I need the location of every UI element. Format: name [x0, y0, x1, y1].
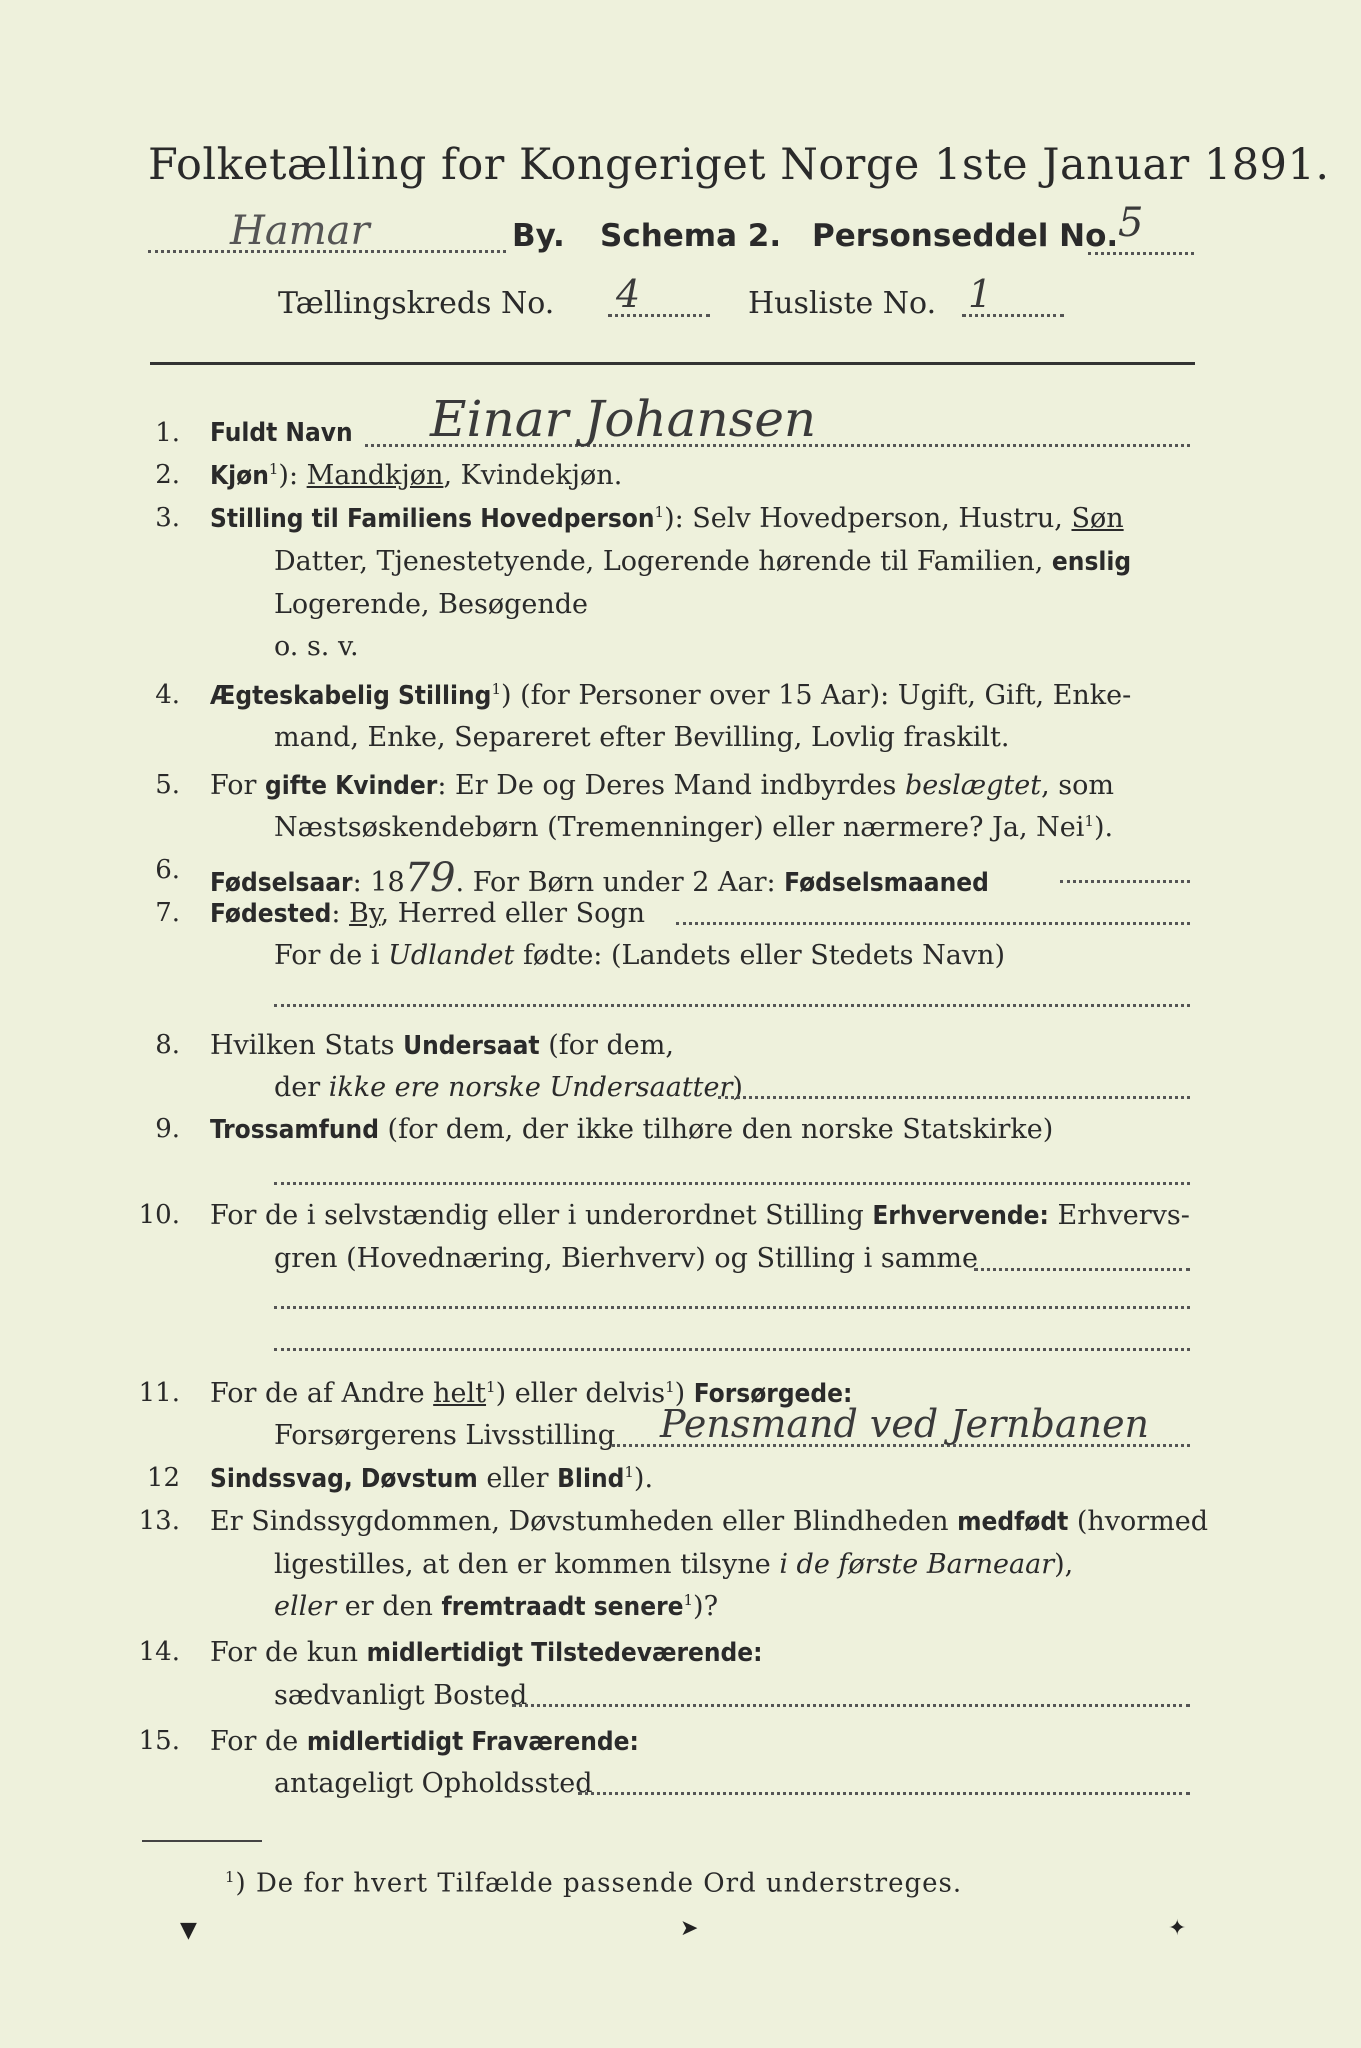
field-10-line-2: gren (Hovednæring, Bierhverv) og Stilling i samme — [274, 1243, 979, 1274]
field-13-sup: 1 — [683, 1591, 694, 1609]
field-11-option-helt: helt — [433, 1378, 487, 1409]
field-8-line2-italic: ikke ere norske Undersaatter — [328, 1072, 733, 1103]
field-3-number: 3. — [155, 503, 180, 533]
provider-occupation-value: Pensmand ved Jernbanen — [660, 1402, 1150, 1446]
field-10-number: 10. — [138, 1200, 180, 1230]
field-13-line2-italic: i de første Barneaar — [779, 1549, 1055, 1580]
field-7-option-by: By — [349, 898, 381, 929]
field-11-label: Forsørgede: — [693, 1379, 853, 1409]
field-13-line3-b: )? — [693, 1591, 719, 1622]
field-13-line-2 — [274, 1549, 1073, 1580]
field-3-option-son: Søn — [1071, 503, 1124, 534]
field-5-label: gifte Kvinder — [265, 771, 438, 801]
field-11-mid-2: ) — [674, 1378, 694, 1409]
field-5-line-1 — [210, 770, 1114, 801]
field-13-number: 13. — [138, 1506, 180, 1536]
field-13-label: medfødt — [957, 1507, 1069, 1537]
field-6-label: Fødselsaar — [210, 868, 353, 898]
field-8-dotted-line — [718, 1096, 1190, 1099]
field-5-number: 5. — [155, 770, 180, 800]
field-8-line-2 — [274, 1072, 743, 1103]
field-11-pre: For de af Andre — [210, 1378, 434, 1409]
field-6-dotted-line — [1060, 880, 1190, 883]
field-13-label-2: fremtraadt senere — [441, 1592, 684, 1622]
field-5-line2-end: ). — [1093, 812, 1114, 843]
field-13-line1-end: (hvormed — [1068, 1506, 1209, 1537]
field-8-line2-a: der — [274, 1072, 329, 1103]
field-15-line-1 — [210, 1726, 639, 1757]
field-15-line-2: antageligt Opholdssted — [274, 1768, 593, 1799]
field-8-line-1 — [210, 1030, 674, 1061]
field-2-row — [210, 460, 622, 491]
field-7-udlandet: Udlandet — [388, 940, 515, 971]
field-5-sup: 1 — [1084, 812, 1094, 830]
field-6-label-2: Fødselsmaaned — [784, 868, 989, 898]
field-7-colon: : — [331, 898, 350, 929]
field-6-year-prefix: : 18 — [352, 867, 405, 898]
field-5-pre: For — [210, 770, 266, 801]
field-5-line1-text: : Er De og Deres Mand indbyrdes — [437, 770, 905, 801]
field-3-sup: 1 — [654, 503, 665, 521]
field-4-line-2: mand, Enke, Separeret efter Bevilling, Lovlig fraskilt. — [274, 722, 1010, 753]
footnote-sup: 1 — [225, 1868, 236, 1886]
field-5-line-2 — [274, 812, 1113, 843]
field-15-label: midlertidigt Fraværende: — [306, 1727, 639, 1757]
header-rule — [150, 362, 1195, 365]
field-9-number: 9. — [155, 1114, 180, 1144]
field-2-rest: ): — [278, 460, 307, 491]
husliste-value: 1 — [968, 272, 993, 316]
kreds-value: 4 — [616, 272, 641, 316]
registration-mark-center-icon: ➤ — [680, 1916, 699, 1941]
field-3-enslig: enslig — [1051, 547, 1132, 577]
field-10-dotted-line-1 — [974, 1268, 1190, 1271]
field-9-dotted-line — [274, 1182, 1190, 1185]
field-3-line1-text: ): Selv Hovedperson, Hustru, — [664, 503, 1072, 534]
field-4-line1-text: ) (for Personer over 15 Aar): Ugift, Gift, Enke- — [500, 680, 1132, 711]
field-2-sup: 1 — [268, 460, 279, 478]
field-2-label: Kjøn — [210, 461, 269, 491]
field-10-dotted-line-2 — [274, 1306, 1190, 1309]
field-2-number: 2. — [155, 460, 180, 490]
personseddel-dotted-line — [1088, 252, 1194, 255]
field-11-sup: 1 — [486, 1378, 496, 1396]
field-14-label: midlertidigt Tilstedeværende: — [366, 1638, 763, 1668]
field-11-line-2: Forsørgerens Livsstilling — [274, 1420, 616, 1451]
field-3-line-2 — [274, 546, 1131, 577]
field-7-line-1 — [210, 898, 645, 929]
field-10-line1-end: Erhvervs- — [1048, 1200, 1190, 1231]
field-13-eller: eller — [274, 1591, 337, 1622]
full-name-value: Einar Johansen — [430, 390, 817, 448]
husliste-label: Husliste No. — [748, 286, 937, 321]
footnote-rule — [142, 1840, 262, 1842]
field-8-line2-b: ) — [732, 1072, 743, 1103]
field-12-mid: eller — [477, 1463, 558, 1494]
field-10-dotted-line-3 — [274, 1348, 1190, 1351]
field-13-line1-text: Er Sindssygdommen, Døvstumheden eller Blindheden — [210, 1506, 958, 1537]
field-6-rest: . For Børn under 2 Aar: — [455, 867, 785, 898]
kreds-label: Tællingskreds No. — [278, 286, 555, 321]
field-12-label: Sindssvag, Døvstum — [210, 1464, 478, 1494]
field-14-line-1 — [210, 1637, 763, 1668]
field-9-row — [210, 1114, 1053, 1145]
field-7-line2-a: For de i — [274, 940, 389, 971]
personseddel-value: 5 — [1118, 200, 1144, 246]
field-7-number: 7. — [155, 898, 180, 928]
registration-mark-left-icon: ▼ — [180, 1918, 197, 1943]
field-4-sup: 1 — [491, 680, 501, 698]
field-3-line-1 — [210, 503, 1124, 534]
field-1-number: 1. — [155, 418, 180, 448]
field-7-rest: , Herred eller Sogn — [380, 898, 646, 929]
field-1-label: Fuldt Navn — [210, 418, 353, 448]
field-8-pre: Hvilken Stats — [210, 1030, 404, 1061]
field-12-row — [210, 1463, 653, 1494]
field-13-line-1 — [210, 1506, 1208, 1537]
field-12-sup: 1 — [624, 1463, 634, 1481]
field-12-number: 12 — [146, 1463, 180, 1493]
field-13-line2-a: ligestilles, at den er kommen tilsyne — [274, 1549, 780, 1580]
field-8-label: Undersaat — [403, 1031, 540, 1061]
field-8-number: 8. — [155, 1030, 180, 1060]
field-7-extra-dotted-line — [274, 1004, 1190, 1007]
field-3-label: Stilling til Familiens Hovedperson — [210, 504, 655, 534]
field-4-number: 4. — [155, 680, 180, 710]
footnote-text: ) De for hvert Tilfælde passende Ord understreges. — [235, 1868, 963, 1899]
field-7-line2-b: fødte: (Landets eller Stedets Navn) — [514, 940, 1005, 971]
field-10-label: Erhvervende: — [872, 1201, 1049, 1231]
field-5-line2-text: Næstsøskendebørn (Tremenninger) eller nærmere? Ja, Nei — [274, 812, 1085, 843]
field-6-row — [210, 855, 989, 901]
field-13-line3-a: er den — [336, 1591, 442, 1622]
field-14-line-2: sædvanligt Bosted — [274, 1680, 528, 1711]
footnote — [225, 1868, 962, 1899]
field-9-label: Trossamfund — [210, 1115, 379, 1145]
birth-year-value: 79 — [404, 855, 456, 901]
field-13-line-3 — [274, 1591, 718, 1622]
field-14-dotted-line — [512, 1704, 1190, 1707]
field-10-line-1 — [210, 1200, 1190, 1231]
field-14-pre: For de kun — [210, 1637, 367, 1668]
field-3-line2-text: Datter, Tjenestetyende, Logerende hørende til Familien, — [274, 546, 1052, 577]
field-7-line-2 — [274, 940, 1005, 971]
field-4-label: Ægteskabelig Stilling — [210, 681, 492, 711]
field-4-line-1 — [210, 680, 1131, 711]
field-8-line1-end: (for dem, — [539, 1030, 674, 1061]
form-title: Folketælling for Kongeriget Norge 1ste Januar 1891. — [148, 140, 1330, 190]
field-15-number: 15. — [138, 1726, 180, 1756]
registration-mark-right-icon: ✦ — [1168, 1916, 1187, 1941]
field-5-beslaegtet: beslægtet — [904, 770, 1042, 801]
field-12-end: ). — [633, 1463, 654, 1494]
field-15-pre: For de — [210, 1726, 307, 1757]
field-3-line-3: Logerende, Besøgende — [274, 589, 588, 620]
field-3-line-4: o. s. v. — [274, 631, 359, 662]
town-handwritten: Hamar — [230, 208, 370, 254]
field-7-label: Fødested — [210, 899, 332, 929]
field-12-label-2: Blind — [557, 1464, 625, 1494]
field-2-option-mandkjon: Mandkjøn — [306, 460, 444, 491]
field-13-line2-b: ), — [1054, 1549, 1074, 1580]
field-15-dotted-line — [578, 1792, 1190, 1795]
field-2-option-kvindekjon: , Kvindekjøn. — [443, 460, 623, 491]
schema-label: Schema 2. — [600, 218, 782, 254]
field-11-mid: ) eller delvis — [495, 1378, 666, 1409]
personseddel-label: Personseddel No. — [812, 218, 1119, 254]
field-6-number: 6. — [155, 855, 180, 885]
field-11-sup-2: 1 — [665, 1378, 675, 1396]
field-11-number: 11. — [138, 1378, 180, 1408]
field-14-number: 14. — [138, 1637, 180, 1667]
field-10-pre: For de i selvstændig eller i underordnet Stilling — [210, 1200, 873, 1231]
field-7-dotted-line — [676, 922, 1190, 925]
by-label: By. — [512, 218, 565, 254]
field-5-line1-end: , som — [1041, 770, 1114, 801]
field-9-rest: (for dem, der ikke tilhøre den norske Statskirke) — [378, 1114, 1054, 1145]
